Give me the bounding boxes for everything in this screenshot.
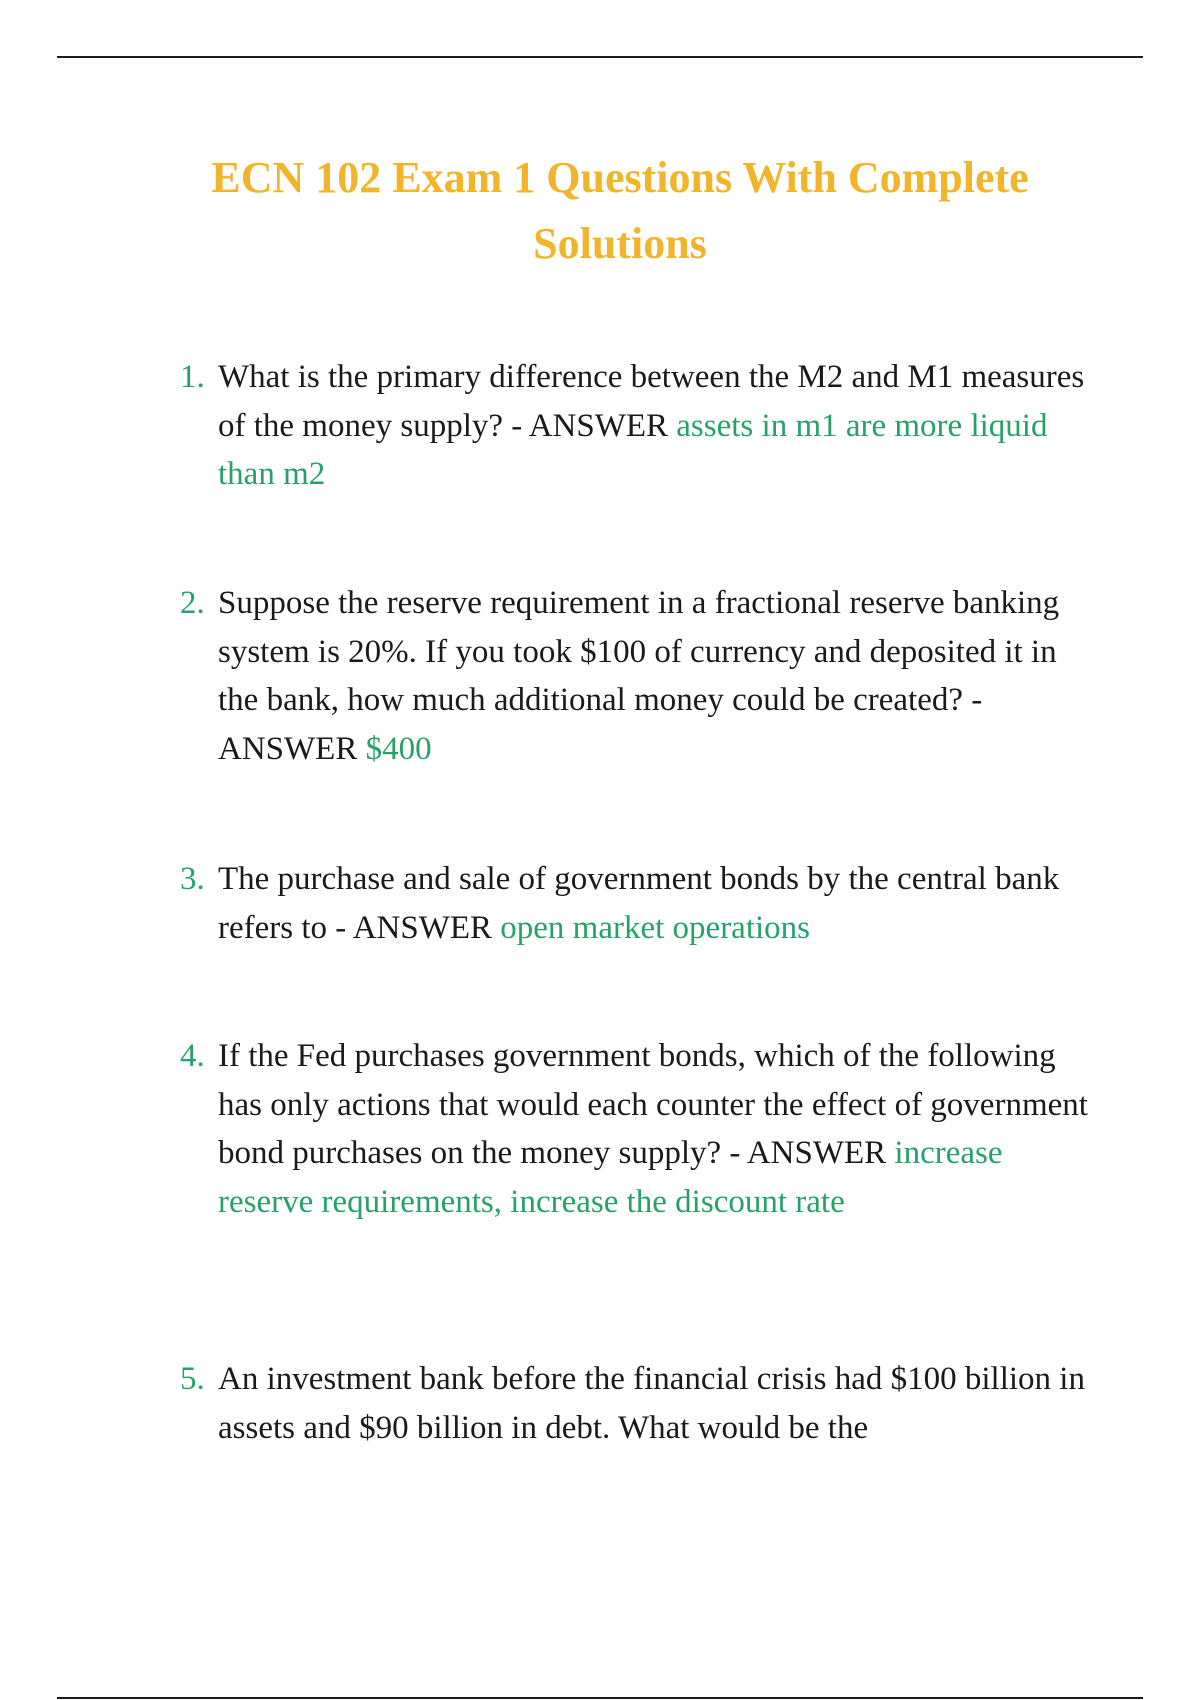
question-number: 3. bbox=[180, 861, 205, 897]
question-number: 1. bbox=[180, 359, 205, 395]
question-answer: $400 bbox=[365, 730, 432, 767]
question-prompt: An investment bank before the financial crisis had $100 billion in assets and $90 billion in debt. What would be the bbox=[218, 1361, 1085, 1446]
question-answer: assets in m1 are more liquid than m2 bbox=[218, 407, 1048, 492]
question-prompt: The purchase and sale of government bonds by the central bank refers to - ANSWER bbox=[218, 861, 1060, 946]
question-number: 4. bbox=[180, 1038, 205, 1074]
question-answer: increase reserve requirements, increase the discount rate bbox=[218, 1135, 1003, 1220]
question-prompt: Suppose the reserve requirement in a fractional reserve banking system is 20%. If you took $100 of currency and deposited it in the bank, how much additional money could be created? - ANSWER bbox=[218, 585, 1060, 767]
question-body bbox=[218, 1032, 1098, 1226]
question-body bbox=[218, 353, 1098, 499]
question-number: 5. bbox=[180, 1361, 205, 1397]
question-body bbox=[218, 579, 1098, 773]
question-answer: open market operations bbox=[500, 909, 811, 946]
question-body bbox=[218, 855, 1098, 952]
document-title: ECN 102 Exam 1 Questions With Complete Solutions bbox=[211, 153, 1029, 268]
question-prompt: What is the primary difference between the M2 and M1 measures of the money supply? - ANSWER bbox=[218, 359, 1085, 444]
bottom-rule bbox=[57, 1697, 1143, 1699]
question-number: 2. bbox=[180, 585, 205, 621]
question-prompt: If the Fed purchases government bonds, which of the following has only actions that would each counter the effect of government bond purchases on the money supply? - ANSWER bbox=[218, 1038, 1088, 1171]
question-body bbox=[218, 1355, 1098, 1452]
